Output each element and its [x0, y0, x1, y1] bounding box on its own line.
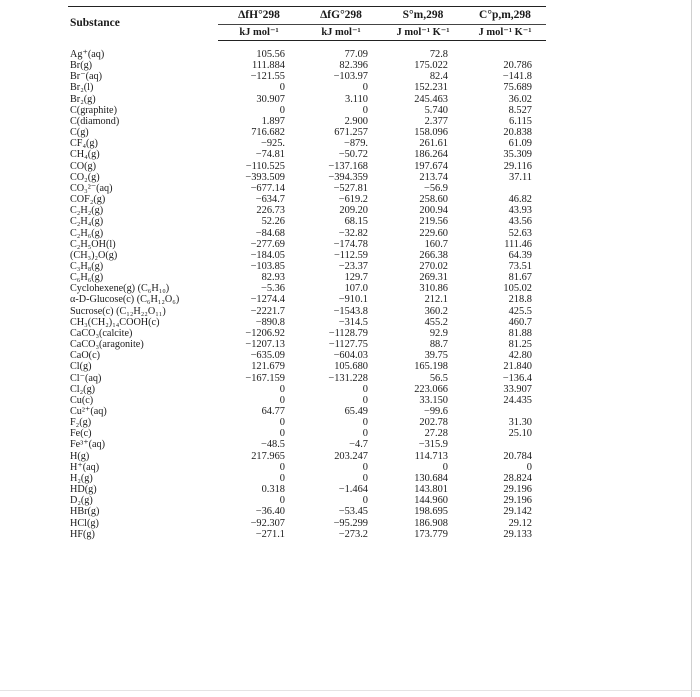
- enthalpy-column-symbol: ΔfH°298: [218, 7, 300, 25]
- table-row: [68, 328, 546, 339]
- heat-capacity-cell: 43.56: [508, 216, 532, 228]
- enthalpy-cell: 105.56: [256, 49, 285, 60]
- substance-cell: C(g): [70, 127, 89, 139]
- table-row: [68, 239, 546, 250]
- entropy-cell: 173.779: [414, 528, 448, 540]
- gibbs-energy-cell: −1.464: [338, 484, 368, 496]
- entropy-cell: 82.4: [429, 71, 448, 83]
- entropy-cell: 2.377: [424, 115, 448, 127]
- heat-capacity-cell: 111.46: [504, 238, 532, 250]
- table-row: [68, 60, 546, 71]
- gibbs-energy-cell: −910.1: [338, 294, 368, 306]
- entropy-cell: 160.7: [424, 238, 448, 250]
- table-row: [68, 261, 546, 272]
- table-row: [68, 294, 546, 305]
- entropy-cell: 219.56: [419, 216, 448, 228]
- heat-capacity-cell: 46.82: [508, 194, 532, 206]
- entropy-cell: 200.94: [419, 205, 448, 217]
- enthalpy-cell: −1274.4: [250, 294, 285, 306]
- enthalpy-cell: −890.8: [255, 316, 285, 328]
- enthalpy-cell: 0: [279, 417, 285, 429]
- table-row: [68, 306, 546, 317]
- table-row: [68, 439, 546, 450]
- table-row: [68, 127, 546, 138]
- gibbs-energy-cell: −95.299: [333, 517, 368, 529]
- entropy-cell: 202.78: [419, 417, 448, 429]
- gibbs-column-unit: kJ mol⁻¹: [300, 25, 382, 41]
- substance-cell: Cl(g): [70, 361, 92, 373]
- enthalpy-cell: −36.40: [255, 506, 285, 518]
- table-row: [68, 518, 546, 529]
- heat-capacity-cell: 33.907: [503, 383, 532, 395]
- table-row: [68, 350, 546, 361]
- table-row: [68, 94, 546, 105]
- heat-capacity-cell: −141.8: [502, 71, 532, 83]
- gibbs-energy-cell: 0: [362, 383, 368, 395]
- gibbs-energy-cell: −4.7: [349, 439, 368, 451]
- gibbs-energy-cell: 203.247: [334, 450, 368, 462]
- substance-cell: HBr(g): [70, 506, 100, 518]
- heat-capacity-cell: 29.142: [503, 506, 532, 518]
- entropy-cell: 56.5: [429, 372, 448, 384]
- substance-cell: Cl₂(g): [70, 383, 96, 395]
- gibbs-energy-cell: −273.2: [338, 528, 368, 540]
- heat-capacity-cell: 31.30: [508, 417, 532, 429]
- page-edge-line: [0, 690, 700, 691]
- substance-cell: C₂H₆(g): [70, 227, 104, 239]
- substance-cell: Br₂(l): [70, 82, 94, 94]
- enthalpy-cell: 217.965: [251, 450, 285, 462]
- heat-capacity-cell: 24.435: [503, 394, 532, 406]
- heat-capacity-column-symbol: C°p,m,298: [464, 7, 546, 25]
- entropy-cell: 72.8: [429, 49, 448, 60]
- table-row: [68, 272, 546, 283]
- substance-cell: CO₂(g): [70, 171, 100, 183]
- substance-cell: H₂(g): [70, 472, 93, 484]
- gibbs-energy-cell: 0: [362, 394, 368, 406]
- enthalpy-cell: 0: [279, 82, 285, 94]
- enthalpy-cell: 0.318: [261, 484, 285, 496]
- heat-capacity-cell: −136.4: [502, 372, 532, 384]
- entropy-cell: 92.9: [429, 327, 448, 339]
- enthalpy-cell: −634.7: [255, 194, 285, 206]
- entropy-column-symbol: S°m,298: [382, 7, 464, 25]
- gibbs-energy-cell: 129.7: [344, 272, 368, 284]
- enthalpy-cell: 0: [279, 394, 285, 406]
- enthalpy-cell: 0: [279, 495, 285, 507]
- heat-capacity-column-unit: J mol⁻¹ K⁻¹: [464, 25, 546, 41]
- table-row: [68, 161, 546, 172]
- entropy-cell: 266.38: [419, 249, 448, 261]
- enthalpy-cell: −48.5: [260, 439, 285, 451]
- entropy-cell: 130.684: [414, 472, 448, 484]
- thermodynamic-data-table: [68, 6, 546, 540]
- enthalpy-cell: −74.81: [255, 149, 285, 161]
- table-row: [68, 71, 546, 82]
- entropy-cell: 88.7: [429, 339, 448, 351]
- heat-capacity-cell: 0: [526, 461, 532, 473]
- entropy-cell: 223.066: [414, 383, 448, 395]
- gibbs-energy-cell: −137.168: [328, 160, 368, 172]
- heat-capacity-cell: 20.784: [503, 450, 532, 462]
- table-row: [68, 172, 546, 183]
- gibbs-energy-cell: 107.0: [344, 283, 368, 295]
- substance-column-header: Substance: [68, 7, 218, 41]
- table-row: [68, 529, 546, 540]
- heat-capacity-cell: 35.309: [503, 149, 532, 161]
- table-row: [68, 462, 546, 473]
- substance-cell: Ag⁺(aq): [70, 49, 105, 60]
- table-row: [68, 250, 546, 261]
- entropy-cell: 39.75: [424, 350, 448, 362]
- gibbs-energy-cell: −314.5: [338, 316, 368, 328]
- table-row: [68, 216, 546, 227]
- substance-cell: CaO(c): [70, 350, 100, 362]
- table-row: [68, 205, 546, 216]
- entropy-cell: 197.674: [414, 160, 448, 172]
- entropy-cell: 229.60: [419, 227, 448, 239]
- heat-capacity-cell: 20.786: [503, 60, 532, 72]
- enthalpy-cell: 0: [279, 461, 285, 473]
- substance-cell: Fe(c): [70, 428, 92, 440]
- gibbs-energy-cell: 0: [362, 495, 368, 507]
- gibbs-energy-cell: −394.359: [328, 171, 368, 183]
- gibbs-energy-cell: 105.680: [334, 361, 368, 373]
- substance-cell: Cl⁻(aq): [70, 372, 102, 384]
- gibbs-energy-cell: −1127.75: [328, 339, 368, 351]
- enthalpy-cell: −5.36: [260, 283, 285, 295]
- heat-capacity-cell: 37.11: [509, 171, 532, 183]
- table-row: [68, 451, 546, 462]
- table-row: [68, 194, 546, 205]
- page-edge-line: [691, 0, 692, 697]
- enthalpy-cell: 82.93: [261, 272, 285, 284]
- entropy-cell: 143.801: [414, 484, 448, 496]
- enthalpy-cell: −84.68: [255, 227, 285, 239]
- entropy-cell: −56.9: [423, 182, 448, 194]
- table-row: [68, 361, 546, 372]
- substance-cell: CaCO₃(aragonite): [70, 339, 144, 351]
- enthalpy-cell: −92.307: [250, 517, 285, 529]
- gibbs-energy-cell: 3.110: [345, 93, 368, 105]
- substance-cell: Br₂(g): [70, 93, 96, 105]
- enthalpy-cell: 0: [279, 472, 285, 484]
- enthalpy-cell: 1.897: [261, 115, 285, 127]
- substance-cell: Cu²⁺(aq): [70, 406, 107, 417]
- substance-cell: COF₂(g): [70, 194, 106, 206]
- gibbs-energy-cell: 0: [362, 461, 368, 473]
- gibbs-energy-cell: −50.72: [338, 149, 368, 161]
- entropy-cell: 158.096: [414, 127, 448, 139]
- substance-cell: Cu(c): [70, 394, 94, 406]
- heat-capacity-cell: 6.115: [509, 115, 532, 127]
- gibbs-energy-cell: −53.45: [338, 506, 368, 518]
- gibbs-column-symbol: ΔfG°298: [300, 7, 382, 25]
- enthalpy-cell: 121.679: [251, 361, 285, 373]
- heat-capacity-cell: 28.824: [503, 472, 532, 484]
- entropy-cell: 144.960: [414, 495, 448, 507]
- table-row: [68, 317, 546, 328]
- entropy-cell: 270.02: [419, 260, 448, 272]
- substance-cell: α-D-Glucose(c) (C₆H₁₂O₆): [70, 294, 180, 306]
- heat-capacity-cell: 460.7: [508, 316, 532, 328]
- enthalpy-cell: −635.09: [250, 350, 285, 362]
- substance-cell: C₂H₂(g): [70, 205, 104, 217]
- substance-cell: D₂(g): [70, 495, 93, 507]
- entropy-column-unit: J mol⁻¹ K⁻¹: [382, 25, 464, 41]
- heat-capacity-cell: 64.39: [508, 249, 532, 261]
- substance-cell: C₆H₆(g): [70, 272, 104, 284]
- substance-cell: CaCO₃(calcite): [70, 327, 133, 339]
- enthalpy-cell: −103.85: [250, 260, 285, 272]
- enthalpy-column-unit: kJ mol⁻¹: [218, 25, 300, 41]
- enthalpy-cell: −1206.92: [245, 327, 285, 339]
- table-row: [68, 183, 546, 194]
- entropy-cell: 114.713: [414, 450, 448, 462]
- entropy-cell: 152.231: [414, 82, 448, 94]
- gibbs-energy-cell: 0: [362, 417, 368, 429]
- heat-capacity-cell: 105.02: [503, 283, 532, 295]
- substance-cell: Sucrose(c) (C₁₂H₂₂O₁₁): [70, 305, 166, 317]
- heat-capacity-cell: 43.93: [508, 205, 532, 217]
- heat-capacity-cell: 36.02: [508, 93, 532, 105]
- gibbs-energy-cell: 0: [362, 82, 368, 94]
- table-row: [68, 506, 546, 517]
- substance-cell: H⁺(aq): [70, 461, 100, 473]
- entropy-cell: 360.2: [424, 305, 448, 317]
- gibbs-energy-cell: −103.97: [333, 71, 368, 83]
- gibbs-energy-cell: −527.81: [333, 182, 368, 194]
- heat-capacity-cell: 21.840: [503, 361, 532, 373]
- entropy-cell: 0: [442, 461, 448, 473]
- heat-capacity-cell: 75.689: [503, 82, 532, 94]
- table-row: [68, 116, 546, 127]
- enthalpy-cell: 226.73: [256, 205, 285, 217]
- table-row: [68, 373, 546, 384]
- heat-capacity-cell: 25.10: [508, 428, 532, 440]
- table-row: [68, 417, 546, 428]
- gibbs-energy-cell: 209.20: [339, 205, 368, 217]
- enthalpy-cell: −184.05: [250, 249, 285, 261]
- enthalpy-cell: 0: [279, 428, 285, 440]
- heat-capacity-cell: [464, 406, 546, 417]
- gibbs-energy-cell: −604.03: [333, 350, 368, 362]
- enthalpy-cell: −393.509: [245, 171, 285, 183]
- entropy-cell: 269.31: [419, 272, 448, 284]
- enthalpy-cell: 716.682: [251, 127, 285, 139]
- substance-cell: CO₃²⁻(aq): [70, 182, 113, 194]
- gibbs-energy-cell: 0: [362, 104, 368, 116]
- substance-cell: Br(g): [70, 60, 93, 72]
- enthalpy-cell: 0: [279, 104, 285, 116]
- gibbs-energy-cell: 671.257: [334, 127, 368, 139]
- gibbs-energy-cell: 2.900: [344, 115, 368, 127]
- heat-capacity-cell: 425.5: [508, 305, 532, 317]
- entropy-cell: 258.60: [419, 194, 448, 206]
- substance-cell: C₃H₈(g): [70, 260, 104, 272]
- enthalpy-cell: −271.1: [255, 528, 285, 540]
- entropy-cell: 198.695: [414, 506, 448, 518]
- heat-capacity-cell: 29.133: [503, 528, 532, 540]
- table-row: [68, 395, 546, 406]
- gibbs-energy-cell: −112.59: [333, 249, 368, 261]
- gibbs-energy-cell: −1128.79: [328, 327, 368, 339]
- heat-capacity-cell: 81.67: [508, 272, 532, 284]
- entropy-cell: −99.6: [423, 406, 448, 417]
- substance-cell: CO(g): [70, 160, 97, 172]
- table-row: [68, 228, 546, 239]
- table-row: [68, 138, 546, 149]
- table-row: [68, 149, 546, 160]
- enthalpy-cell: 52.26: [261, 216, 285, 228]
- table-row: [68, 473, 546, 484]
- entropy-cell: 212.1: [424, 294, 448, 306]
- entropy-cell: 5.740: [424, 104, 448, 116]
- enthalpy-cell: −121.55: [250, 71, 285, 83]
- entropy-cell: 27.28: [424, 428, 448, 440]
- table-row: [68, 105, 546, 116]
- entropy-cell: 245.463: [414, 93, 448, 105]
- table-row: [68, 49, 546, 60]
- substance-cell: C(graphite): [70, 104, 117, 116]
- substance-cell: C₂H₅OH(l): [70, 238, 116, 250]
- table-row: [68, 428, 546, 439]
- heat-capacity-cell: [464, 183, 546, 194]
- heat-capacity-cell: 81.25: [508, 339, 532, 351]
- entropy-cell: 261.61: [419, 138, 448, 150]
- gibbs-energy-cell: −174.78: [333, 238, 368, 250]
- gibbs-energy-cell: −879.: [343, 138, 368, 150]
- gibbs-energy-cell: −131.228: [328, 372, 368, 384]
- heat-capacity-cell: 29.116: [503, 160, 532, 172]
- entropy-cell: 186.264: [414, 149, 448, 161]
- entropy-cell: −315.9: [418, 439, 448, 451]
- table-row: [68, 339, 546, 350]
- heat-capacity-cell: 73.51: [508, 260, 532, 272]
- substance-cell: Fe³⁺(aq): [70, 439, 106, 451]
- enthalpy-cell: −277.69: [250, 238, 285, 250]
- entropy-cell: 186.908: [414, 517, 448, 529]
- enthalpy-cell: −677.14: [250, 182, 285, 194]
- gibbs-energy-cell: −619.2: [338, 194, 368, 206]
- substance-cell: Cyclohexene(g) (C₆H₁₀): [70, 283, 170, 295]
- heat-capacity-cell: 81.88: [508, 327, 532, 339]
- gibbs-energy-cell: 82.396: [339, 60, 368, 72]
- gibbs-energy-cell: −32.82: [338, 227, 368, 239]
- table-row: [68, 406, 546, 417]
- substance-cell: H(g): [70, 450, 90, 462]
- gibbs-energy-cell: 77.09: [344, 49, 368, 60]
- table-row: [68, 484, 546, 495]
- enthalpy-cell: −2221.7: [250, 305, 285, 317]
- heat-capacity-cell: 8.527: [508, 104, 532, 116]
- substance-cell: HD(g): [70, 484, 97, 496]
- gibbs-energy-cell: 0: [362, 472, 368, 484]
- enthalpy-cell: −925.: [260, 138, 285, 150]
- entropy-cell: 33.150: [419, 394, 448, 406]
- entropy-cell: 165.198: [414, 361, 448, 373]
- heat-capacity-cell: 52.63: [508, 227, 532, 239]
- gibbs-energy-cell: −1543.8: [333, 305, 368, 317]
- heat-capacity-cell: 61.09: [508, 138, 532, 150]
- entropy-cell: 455.2: [424, 316, 448, 328]
- substance-cell: Br⁻(aq): [70, 71, 102, 83]
- entropy-cell: 310.86: [419, 283, 448, 295]
- substance-cell: CF₄(g): [70, 138, 98, 150]
- enthalpy-cell: 64.77: [261, 406, 285, 417]
- heat-capacity-cell: 29.196: [503, 484, 532, 496]
- substance-cell: C(diamond): [70, 115, 120, 127]
- table-row: [68, 82, 546, 93]
- heat-capacity-cell: [464, 49, 546, 60]
- heat-capacity-cell: 29.196: [503, 495, 532, 507]
- enthalpy-cell: −110.525: [245, 160, 285, 172]
- table-header: [68, 7, 546, 41]
- heat-capacity-cell: [464, 439, 546, 450]
- enthalpy-cell: 30.907: [256, 93, 285, 105]
- entropy-cell: 175.022: [414, 60, 448, 72]
- substance-cell: C₂H₄(g): [70, 216, 104, 228]
- substance-cell: F₂(g): [70, 417, 92, 429]
- table-row: [68, 495, 546, 506]
- table-row: [68, 283, 546, 294]
- substance-cell: (CH₃)₂O(g): [70, 249, 118, 261]
- entropy-cell: 213.74: [419, 171, 448, 183]
- enthalpy-cell: −167.159: [245, 372, 285, 384]
- substance-cell: HCl(g): [70, 517, 99, 529]
- heat-capacity-cell: 29.12: [508, 517, 532, 529]
- enthalpy-cell: 0: [279, 383, 285, 395]
- substance-cell: CH₄(g): [70, 149, 100, 161]
- gibbs-energy-cell: 65.49: [344, 406, 368, 417]
- table-body: [68, 41, 546, 540]
- enthalpy-cell: −1207.13: [245, 339, 285, 351]
- gibbs-energy-cell: −23.37: [338, 260, 368, 272]
- table-row: [68, 384, 546, 395]
- heat-capacity-cell: 218.8: [508, 294, 532, 306]
- substance-cell: CH₃(CH₂)₁₄COOH(c): [70, 316, 160, 328]
- heat-capacity-cell: 42.80: [508, 350, 532, 362]
- gibbs-energy-cell: 0: [362, 428, 368, 440]
- heat-capacity-cell: 20.838: [503, 127, 532, 139]
- substance-cell: HF(g): [70, 528, 95, 540]
- gibbs-energy-cell: 68.15: [344, 216, 368, 228]
- enthalpy-cell: 111.884: [252, 60, 285, 72]
